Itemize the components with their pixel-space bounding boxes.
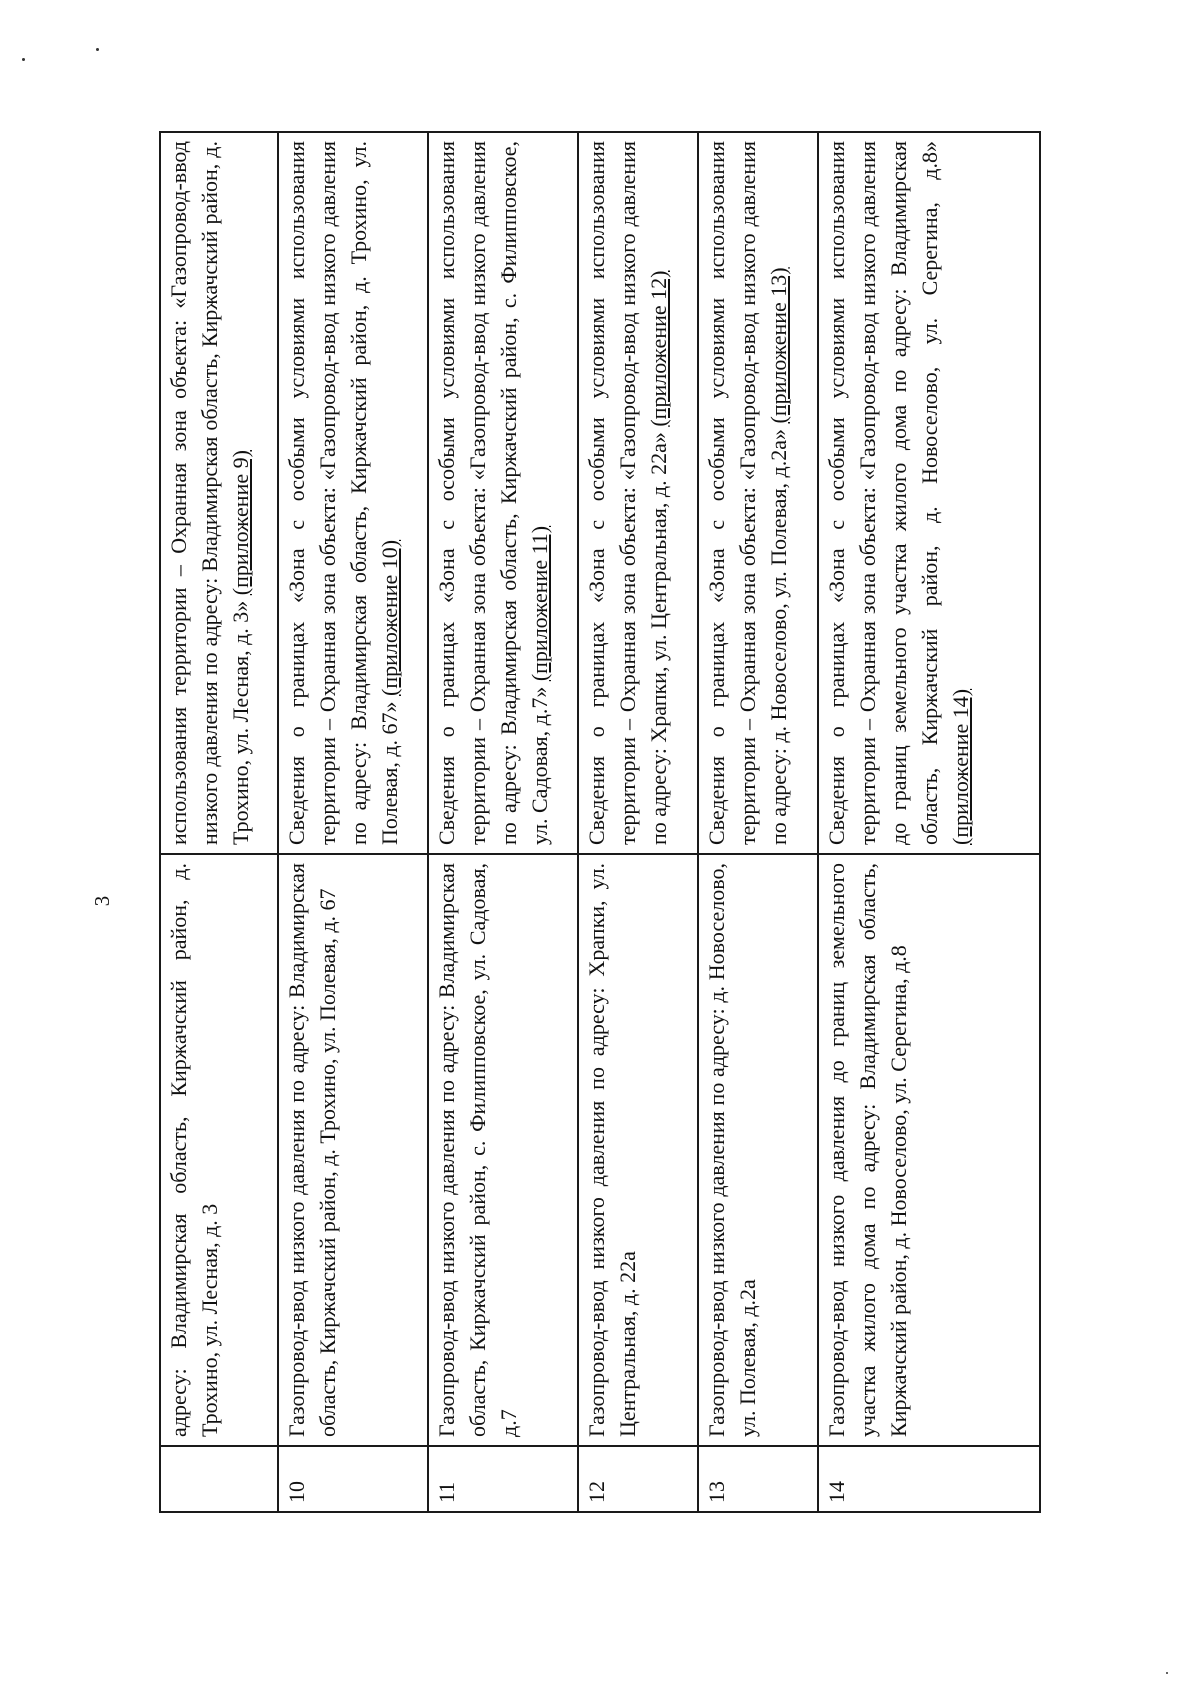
row-number: 11 bbox=[428, 1446, 578, 1512]
appendix-reference: (приложение 10) bbox=[377, 539, 402, 696]
row-number: 14 bbox=[818, 1446, 1040, 1512]
appendix-reference: (приложение 11) bbox=[527, 525, 552, 682]
appendix-reference: (приложение 9) bbox=[228, 450, 253, 596]
row-number: 12 bbox=[578, 1446, 698, 1512]
zone-cell bbox=[818, 132, 1040, 854]
zone-text: Сведения о границах «Зона с особыми условиями использования территории – Охранная зона объекта: «Газопровод-ввод низкого давления до границ земельного участка жилого дома по адресу: Владимирская область, Киржачский район, д. Новоселово, ул. Серегина, д.8» bbox=[824, 141, 942, 845]
rotated-page bbox=[159, 133, 1039, 1513]
scan-speck bbox=[1166, 1672, 1168, 1674]
row-number: 13 bbox=[698, 1446, 818, 1512]
object-cell: Газопровод-ввод низкого давления до границ земельного участка жилого дома по адресу: Владимирская область, Киржачский район, д. Новоселово, ул. Серегина, д.8 bbox=[818, 854, 1040, 1446]
page-number: 3 bbox=[90, 895, 114, 907]
zone-text: Сведения о границах «Зона с особыми условиями использования территории – Охранная зона объекта: «Газопровод-ввод низкого давления по адресу: д. Новоселово, ул. Полевая, д.2а» bbox=[704, 141, 791, 845]
appendix-reference: (приложение 13) bbox=[766, 267, 791, 424]
rotated-content bbox=[159, 133, 1039, 1513]
object-cell: Газопровод-ввод низкого давления по адресу: Владимирская область, Киржачский район, д. Трохино, ул. Полевая, д. 67 bbox=[278, 854, 428, 1446]
object-cell: адресу: Владимирская область, Киржачский район, д. Трохино, ул. Лесная, д. 3 bbox=[160, 854, 278, 1446]
table-row bbox=[160, 132, 278, 1512]
registry-table bbox=[159, 131, 1041, 1513]
row-number bbox=[160, 1446, 278, 1512]
zone-cell bbox=[278, 132, 428, 854]
table-row bbox=[818, 132, 1040, 1512]
object-cell: Газопровод-ввод низкого давления по адресу: д. Новоселово, ул. Полевая, д.2а bbox=[698, 854, 818, 1446]
zone-text: Сведения о границах «Зона с особыми условиями использования территории – Охранная зона объекта: «Газопровод-ввод низкого давления по адресу: Владимирская область, Киржачский район, д. Трохино, ул. Полевая, д. 67» bbox=[284, 141, 402, 845]
appendix-reference: (приложение 14) bbox=[948, 688, 973, 845]
table-row bbox=[698, 132, 818, 1512]
scan-speck bbox=[96, 48, 99, 51]
table-row bbox=[578, 132, 698, 1512]
zone-cell bbox=[160, 132, 278, 854]
zone-text: использования территории – Охранная зона объекта: «Газопровод-ввод низкого давления по адресу: Владимирская область, Киржачский район, д. Трохино, ул. Лесная, д. 3» bbox=[166, 141, 253, 845]
zone-cell bbox=[428, 132, 578, 854]
object-cell: Газопровод-ввод низкого давления по адресу: Храпки, ул. Центральная, д. 22а bbox=[578, 854, 698, 1446]
row-number: 10 bbox=[278, 1446, 428, 1512]
zone-text: Сведения о границах «Зона с особыми условиями использования территории – Охранная зона объекта: «Газопровод-ввод низкого давления по адресу: Храпки, ул. Центральная, д. 22а» bbox=[584, 141, 671, 845]
zone-cell bbox=[698, 132, 818, 854]
zone-cell bbox=[578, 132, 698, 854]
table-row bbox=[278, 132, 428, 1512]
table-row bbox=[428, 132, 578, 1512]
zone-text: Сведения о границах «Зона с особыми условиями использования территории – Охранная зона объекта: «Газопровод-ввод низкого давления по адресу: Владимирская область, Киржачский район, с. Филипповское, ул. Садовая, д.7» bbox=[434, 141, 552, 845]
scan-speck bbox=[22, 58, 25, 61]
object-cell: Газопровод-ввод низкого давления по адресу: Владимирская область, Киржачский район, с. Филипповское, ул. Садовая, д.7 bbox=[428, 854, 578, 1446]
appendix-reference: (приложение 12) bbox=[646, 270, 671, 427]
